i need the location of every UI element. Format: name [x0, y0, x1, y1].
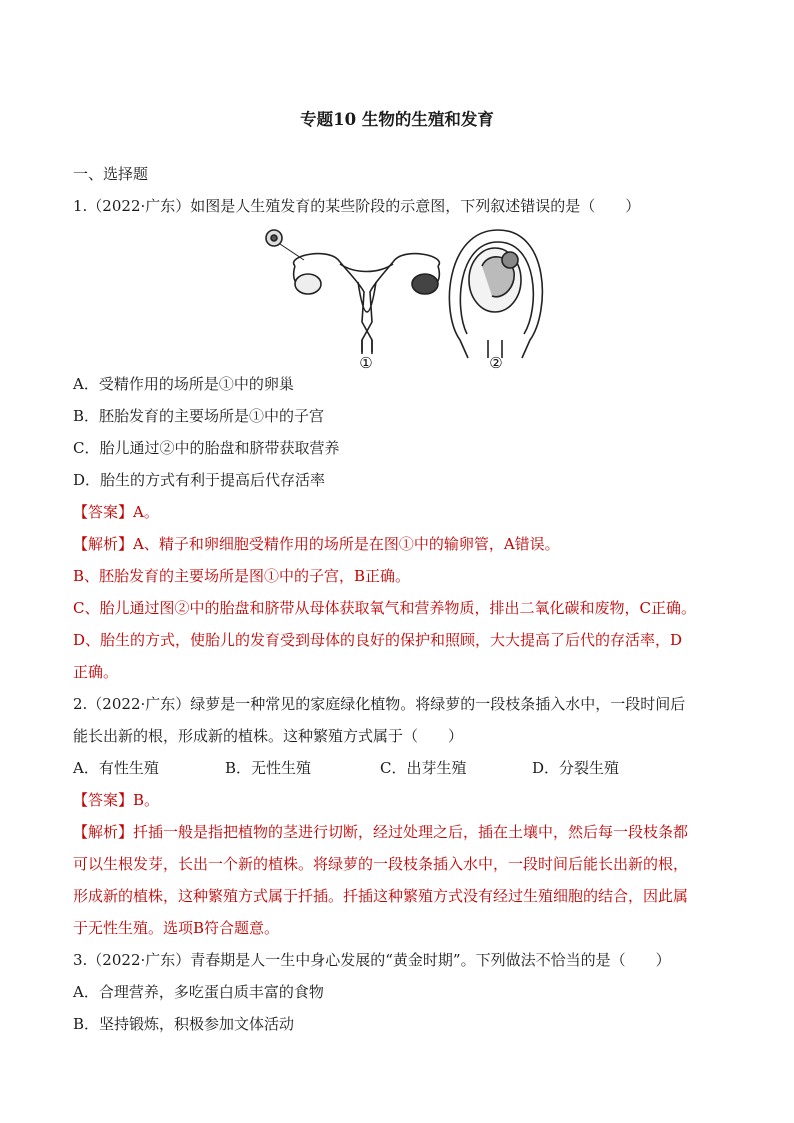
question-2-stem-1: 2.（2022·广东）绿萝是一种常见的家庭绿化植物。将绿萝的一段枝条插入水中，一段时间后 [73, 695, 686, 713]
question-2-stem-2: 能长出新的根，形成新的植株。这种繁殖方式属于（ ） [73, 727, 464, 745]
reproduction-figure [260, 222, 550, 370]
q1-analysis-1: 【解析】A、精子和卵细胞受精作用的场所是在图①中的输卵管，A错误。 [73, 535, 560, 553]
q2-analysis-4: 于无性生殖。选项B符合题意。 [73, 919, 280, 937]
q1-option-b: B．胚胎发育的主要场所是①中的子宫 [73, 407, 325, 425]
q1-option-a: A．受精作用的场所是①中的卵巢 [73, 375, 294, 393]
figure-label-2: ② [489, 354, 503, 370]
q1-answer: 【答案】A。 [73, 503, 159, 521]
q2-analysis-3: 形成新的植株，这种繁殖方式属于扦插。扦插这种繁殖方式没有经过生殖细胞的结合，因此属 [73, 887, 689, 905]
q2-option-d: D．分裂生殖 [532, 759, 620, 777]
q2-option-b: B．无性生殖 [225, 759, 312, 777]
q1-analysis-5: 正确。 [73, 663, 119, 681]
section-heading: 一、选择题 [73, 165, 149, 183]
question-3-stem: 3.（2022·广东）青春期是人一生中身心发展的“黄金时期”。下列做法不恰当的是（ ） [73, 951, 671, 969]
q2-answer: 【答案】B。 [73, 791, 160, 809]
q3-option-a: A．合理营养，多吃蛋白质丰富的食物 [73, 983, 324, 1001]
q2-options [73, 758, 619, 778]
question-1-stem: 1.（2022·广东）如图是人生殖发育的某些阶段的示意图，下列叙述错误的是（ ） [73, 197, 641, 215]
page-title: 专题10 生物的生殖和发育 [300, 110, 494, 129]
figure-label-1: ① [359, 354, 373, 370]
q1-analysis-2: B、胚胎发育的主要场所是图①中的子宫，B正确。 [73, 567, 411, 585]
q2-option-c: C．出芽生殖 [380, 759, 467, 777]
q1-analysis-4: D、胎生的方式，使胎儿的发育受到母体的良好的保护和照顾，大大提高了后代的存活率，D [73, 631, 683, 649]
q1-option-d: D．胎生的方式有利于提高后代存活率 [73, 471, 326, 489]
q2-analysis-1: 【解析】扦插一般是指把植物的茎进行切断，经过处理之后，插在土壤中，然后每一段枝条都 [73, 823, 689, 841]
q1-option-c: C．胎儿通过②中的胎盘和脐带获取营养 [73, 439, 340, 457]
q2-option-a: A．有性生殖 [73, 759, 159, 777]
q2-analysis-2: 可以生根发芽，长出一个新的植株。将绿萝的一段枝条插入水中，一段时间后能长出新的根， [73, 855, 689, 873]
q3-option-b: B．坚持锻炼，积极参加文体活动 [73, 1015, 295, 1033]
q1-analysis-3: C、胎儿通过图②中的胎盘和脐带从母体获取氧气和营养物质，排出二氧化碳和废物，C正确。 [73, 599, 696, 617]
